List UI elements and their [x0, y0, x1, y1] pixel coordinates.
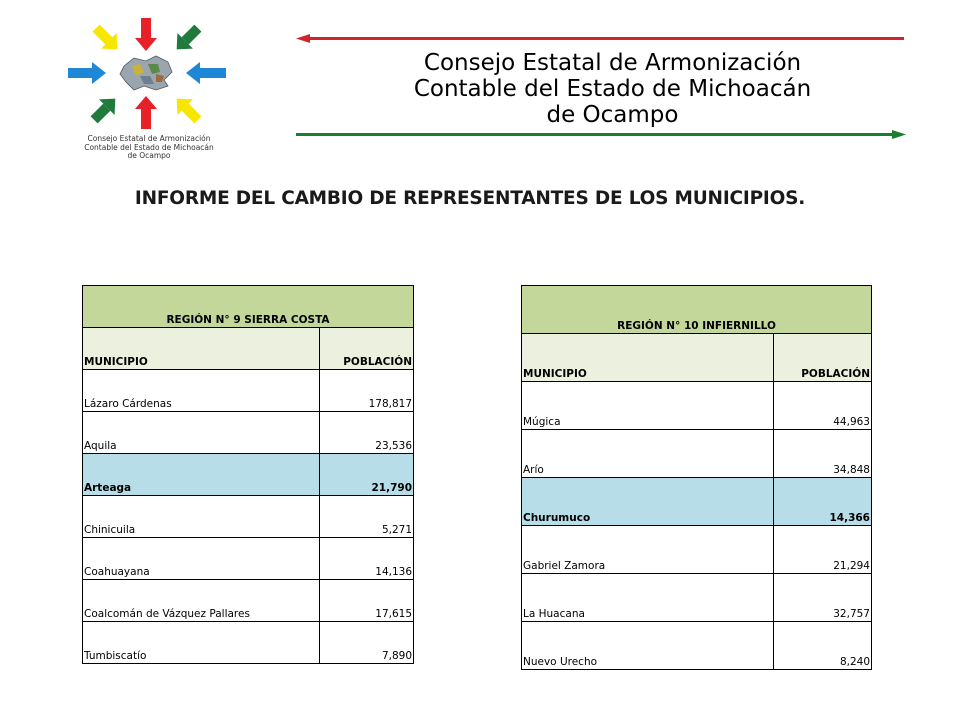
table-row [522, 526, 872, 574]
poblacion-cell: 32,757 [774, 574, 872, 622]
table-row [83, 538, 414, 580]
region-title: REGIÓN N° 9 SIERRA COSTA [83, 286, 414, 328]
blue-arrow-left-icon [68, 62, 106, 84]
green-arrow-bottom-left-icon [86, 91, 123, 128]
logo-caption [64, 135, 234, 161]
municipio-cell: Coalcomán de Vázquez Pallares [83, 580, 320, 622]
municipio-cell: Chinicuila [83, 496, 320, 538]
green-arrow-top-right-icon [169, 20, 206, 57]
table-row [522, 574, 872, 622]
org-name-line-2: Contable del Estado de Michoacán [413, 76, 812, 102]
poblacion-cell: 21,294 [774, 526, 872, 574]
report-title: INFORME DEL CAMBIO DE REPRESENTANTES DE LOS MUNICIPIOS. [134, 188, 806, 209]
red-header-line [296, 34, 904, 43]
poblacion-cell: 178,817 [320, 370, 414, 412]
poblacion-cell: 17,615 [320, 580, 414, 622]
green-header-line [296, 130, 906, 139]
poblacion-cell: 44,963 [774, 382, 872, 430]
red-arrow-top-icon [135, 18, 157, 51]
poblacion-cell: 34,848 [774, 430, 872, 478]
organization-name [330, 50, 895, 128]
column-header-poblacion: POBLACIÓN [774, 334, 872, 382]
table-row [522, 430, 872, 478]
region-header-row [522, 286, 872, 334]
yellow-arrow-bottom-right-icon [169, 91, 206, 128]
logo-caption-line-1: Consejo Estatal de Armonización [87, 134, 211, 143]
org-name-line-1: Consejo Estatal de Armonización [423, 50, 802, 76]
table-row [522, 622, 872, 670]
poblacion-cell: 8,240 [774, 622, 872, 670]
table-row [522, 382, 872, 430]
region-10-table [521, 285, 872, 670]
municipio-cell: Aquila [83, 412, 320, 454]
poblacion-cell: 14,136 [320, 538, 414, 580]
table-row [83, 412, 414, 454]
poblacion-cell: 7,890 [320, 622, 414, 664]
region-title: REGIÓN N° 10 INFIERNILLO [522, 286, 872, 334]
region-9-table [82, 285, 414, 664]
table-row [83, 370, 414, 412]
municipio-cell: Coahuayana [83, 538, 320, 580]
poblacion-cell: 5,271 [320, 496, 414, 538]
poblacion-cell: 21,790 [320, 454, 414, 496]
municipio-cell: Tumbiscatío [83, 622, 320, 664]
michoacan-map-icon [120, 56, 172, 90]
table-row [83, 580, 414, 622]
table-row [83, 622, 414, 664]
municipio-cell: Nuevo Urecho [522, 622, 774, 670]
column-header-municipio: MUNICIPIO [83, 328, 320, 370]
organization-logo [64, 14, 234, 164]
logo-caption-line-2: Contable del Estado de Michoacán [84, 142, 214, 152]
red-arrow-bottom-icon [135, 96, 157, 129]
yellow-arrow-top-left-icon [88, 20, 125, 57]
poblacion-cell: 23,536 [320, 412, 414, 454]
logo-caption-line-3: de Ocampo [127, 151, 171, 160]
region-header-row [83, 286, 414, 328]
column-header-row [83, 328, 414, 370]
table-row [83, 496, 414, 538]
column-header-municipio: MUNICIPIO [522, 334, 774, 382]
column-header-row [522, 334, 872, 382]
table-row-highlighted [83, 454, 414, 496]
column-header-poblacion: POBLACIÓN [320, 328, 414, 370]
blue-arrow-right-icon [186, 62, 226, 84]
org-name-line-3: de Ocampo [546, 102, 679, 128]
municipio-cell: La Huacana [522, 574, 774, 622]
municipio-cell: Arteaga [83, 454, 320, 496]
municipio-cell: Arío [522, 430, 774, 478]
logo-arrows-emblem [64, 14, 234, 132]
table-row-highlighted [522, 478, 872, 526]
poblacion-cell: 14,366 [774, 478, 872, 526]
municipio-cell: Churumuco [522, 478, 774, 526]
municipio-cell: Lázaro Cárdenas [83, 370, 320, 412]
municipio-cell: Múgica [522, 382, 774, 430]
municipio-cell: Gabriel Zamora [522, 526, 774, 574]
